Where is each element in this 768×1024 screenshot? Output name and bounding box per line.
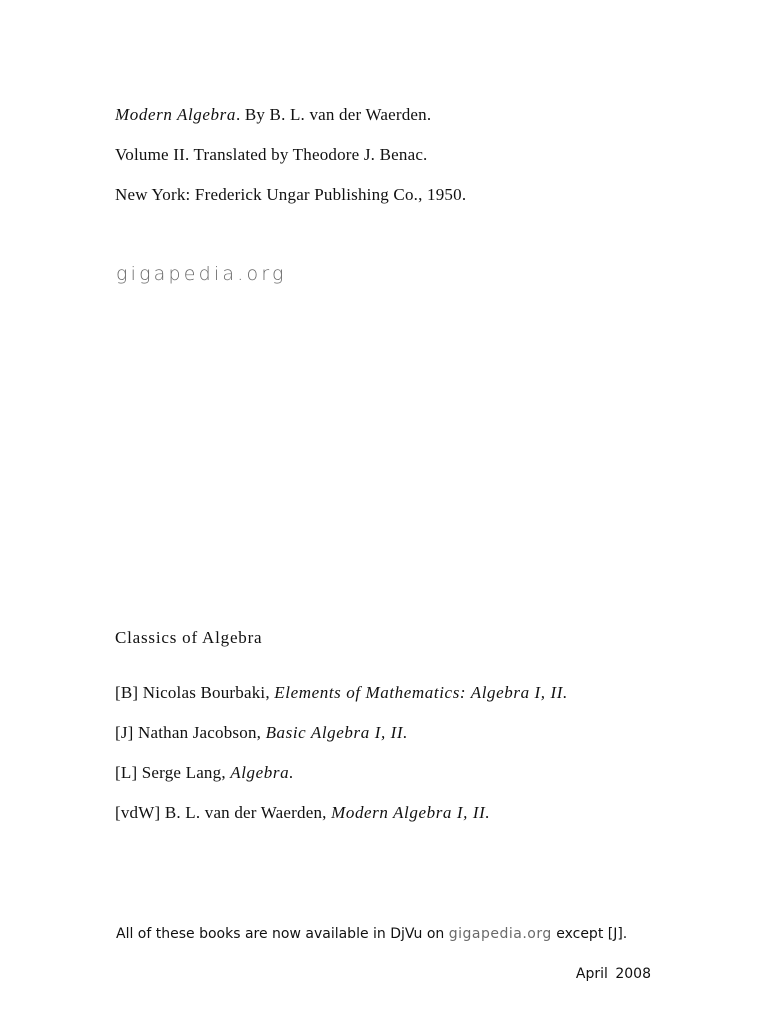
- citation-title: Modern Algebra: [115, 105, 236, 124]
- citation-volume-line: Volume II. Translated by Theodore J. Benac.: [115, 145, 428, 164]
- citation-title-line: [115, 105, 431, 125]
- citation-author: . By B. L. van der Waerden.: [235, 105, 432, 124]
- classics-item-jacobson: [115, 723, 408, 743]
- availability-note-site: gigapedia.org: [448, 926, 552, 942]
- classics-item-title: Basic Algebra I, II.: [265, 723, 409, 742]
- classics-item-lang: [115, 763, 294, 783]
- classics-item-title: Algebra.: [230, 763, 295, 782]
- classics-item-prefix: [vdW] B. L. van der Waerden,: [115, 803, 332, 822]
- classics-item-title: Modern Algebra I, II.: [331, 803, 491, 822]
- classics-heading: Classics of Algebra: [115, 628, 263, 647]
- classics-item-bourbaki: [115, 683, 568, 703]
- classics-item-prefix: [B] Nicolas Bourbaki,: [115, 683, 275, 702]
- availability-note-exception: except [J].: [551, 926, 628, 942]
- availability-note: [116, 925, 627, 943]
- note-date: April 2008: [575, 966, 651, 982]
- classics-item-prefix: [L] Serge Lang,: [115, 763, 231, 782]
- classics-item-title: Elements of Mathematics: Algebra I, II.: [274, 683, 568, 702]
- citation-publisher-line: New York: Frederick Ungar Publishing Co., 1950.: [115, 185, 467, 204]
- classics-item-van-der-waerden: [115, 803, 490, 823]
- classics-item-prefix: [J] Nathan Jacobson,: [115, 723, 266, 742]
- availability-note-text: All of these books are now available in DjVu on: [116, 926, 449, 942]
- site-watermark: gigapedia.org: [116, 263, 287, 285]
